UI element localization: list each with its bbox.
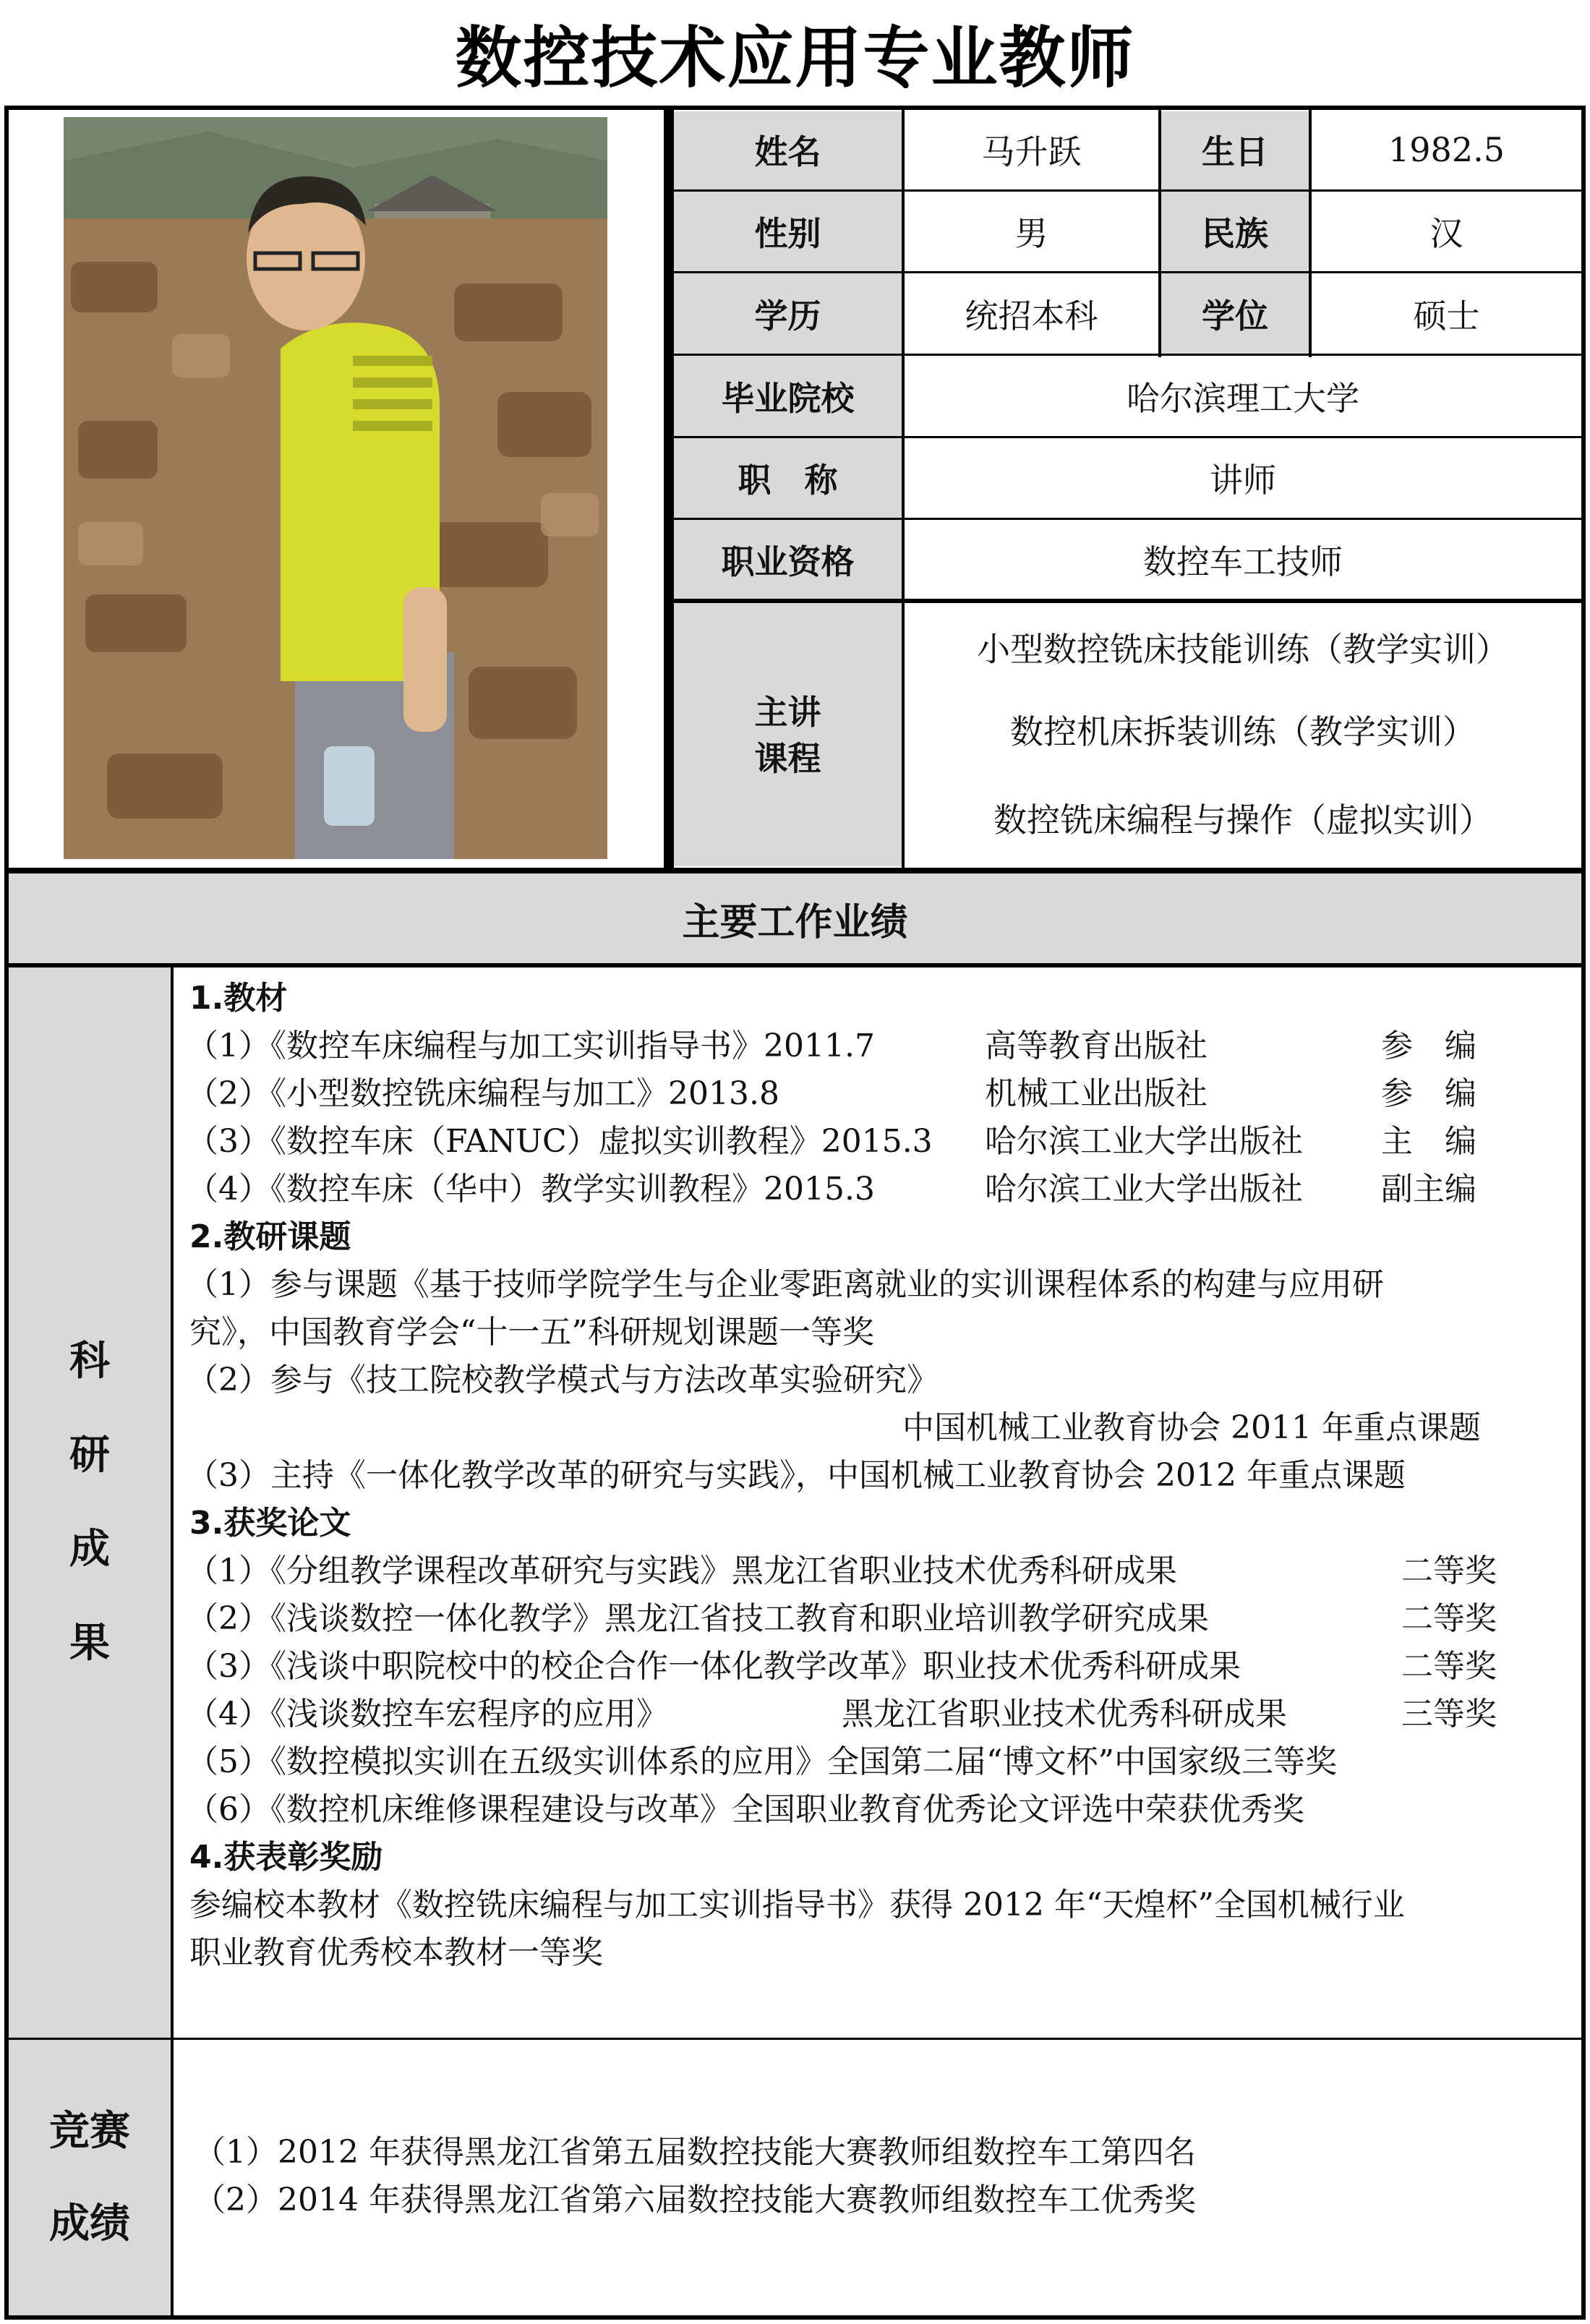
textbook-publisher: 高等教育出版社: [985, 1028, 1208, 1064]
name-value: 马升跃: [981, 132, 1082, 171]
paper-row: [187, 1547, 1575, 1595]
textbook-publisher: 哈尔滨工业大学出版社: [985, 1123, 1303, 1160]
project-text: （2）参与《技工院校教学模式与方法改革实验研究》: [187, 1362, 939, 1398]
project-text: （1）参与课题《基于技师学院学生与企业零距离就业的实训课程体系的构建与应用研: [187, 1266, 1384, 1303]
courses-label-line: 课程: [754, 739, 821, 778]
degree-value: 硕士: [1413, 296, 1480, 336]
paper-award: 二等奖: [1401, 1648, 1497, 1685]
paper-text: （3）《浅谈中职院校中的校企合作一体化教学改革》职业技术优秀科研成果: [187, 1648, 1241, 1685]
qualification-value: 数控车工技师: [1143, 542, 1343, 581]
honors-heading: 4.获表彰奖励: [189, 1839, 383, 1876]
textbook-role: 主 编: [1381, 1123, 1476, 1160]
textbook-role: 参 编: [1381, 1075, 1476, 1112]
degree-label: 学位: [1202, 296, 1268, 336]
paper-row: [187, 1786, 1575, 1834]
textbook-title: （3）《数控车床（FANUC）虚拟实训教程》2015.3: [187, 1123, 933, 1160]
competition-item: （2）2014 年获得黑龙江省第六届数控技能大赛教师组数控车工优秀奖: [194, 2182, 1196, 2218]
competition-label-line: 成绩: [49, 2200, 130, 2247]
courses-label-line: 主讲: [754, 693, 821, 732]
project-text: 究》，中国教育学会“十一五”科研规划课题一等奖: [189, 1314, 874, 1351]
ethnic-label: 民族: [1202, 214, 1268, 253]
paper-source: 黑龙江省职业技术优秀科研成果: [842, 1696, 1287, 1733]
page-title: 数控技术应用专业教师: [455, 20, 1135, 97]
birth-label: 生日: [1202, 132, 1268, 171]
paper-row: [187, 1595, 1575, 1643]
education-label: 学历: [754, 296, 821, 336]
paper-row: [187, 1691, 1575, 1738]
job-title-label: 职 称: [738, 461, 838, 500]
papers-heading: 3.获奖论文: [189, 1505, 351, 1542]
paper-text: （6）《数控机床维修课程建设与改革》全国职业教育优秀论文评选中荣获优秀奖: [187, 1791, 1304, 1828]
gender-label: 性别: [754, 214, 821, 253]
textbook-title: （2）《小型数控铣床编程与加工》2013.8: [187, 1075, 779, 1112]
course-item: 小型数控铣床技能训练（教学实训）: [977, 630, 1509, 669]
photo-divider: [664, 106, 674, 869]
textbooks-heading: 1.教材: [189, 980, 288, 1017]
projects-heading: 2.教研课题: [189, 1218, 351, 1255]
qualification-label: 职业资格: [721, 542, 855, 581]
course-item: 数控铣床编程与操作（虚拟实训）: [993, 800, 1492, 840]
grid-line: [9, 963, 1581, 967]
school-label: 毕业院校: [721, 378, 855, 418]
competition-label: [9, 2040, 171, 2315]
gender-value: 男: [1014, 214, 1048, 253]
textbook-row: [187, 1070, 1575, 1118]
honors-text: 职业教育优秀校本教材一等奖: [189, 1934, 603, 1971]
research-label-char: 果: [69, 1620, 110, 1667]
textbook-publisher: 机械工业出版社: [985, 1075, 1208, 1112]
paper-row: [187, 1643, 1575, 1691]
paper-award: 三等奖: [1401, 1696, 1497, 1733]
paper-row: [187, 1738, 1575, 1786]
grid-line: [9, 2038, 1581, 2040]
competition-label-line: 竞赛: [49, 2107, 130, 2155]
job-title-value: 讲师: [1210, 461, 1276, 500]
ethnic-value: 汉: [1429, 214, 1463, 253]
research-label-char: 研: [69, 1432, 110, 1479]
textbook-publisher: 哈尔滨工业大学出版社: [985, 1171, 1303, 1208]
research-label-char: 科: [69, 1338, 110, 1385]
paper-text: （1）《分组教学课程改革研究与实践》黑龙江省职业技术优秀科研成果: [187, 1552, 1177, 1589]
textbook-row: [187, 1022, 1575, 1070]
grid-line: [9, 868, 1581, 873]
textbook-title: （4）《数控车床（华中）教学实训教程》2015.3: [187, 1171, 875, 1208]
paper-text: （4）《浅谈数控车宏程序的应用》: [187, 1696, 668, 1733]
textbook-role: 副主编: [1381, 1171, 1476, 1208]
textbook-role: 参 编: [1381, 1028, 1476, 1064]
textbook-title: （1）《数控车床编程与加工实训指导书》2011.7: [187, 1028, 875, 1064]
competition-results: [187, 2129, 1575, 2224]
courses-label: [674, 603, 902, 868]
education-value: 统招本科: [965, 296, 1098, 336]
competition-item: （1）2012 年获得黑龙江省第五届数控技能大赛教师组数控车工第四名: [194, 2134, 1196, 2171]
paper-award: 二等奖: [1401, 1552, 1497, 1589]
paper-award: 二等奖: [1401, 1600, 1497, 1637]
paper-text: （5）《数控模拟实训在五级实训体系的应用》全国第二届“博文杯”中国家级三等奖: [187, 1743, 1337, 1780]
textbook-row: [187, 1166, 1575, 1213]
section-header: 主要工作业绩: [682, 900, 908, 944]
birth-value: 1982.5: [1388, 130, 1505, 169]
paper-text: （2）《浅谈数控一体化教学》黑龙江省技工教育和职业培训教学研究成果: [187, 1600, 1209, 1637]
project-text: （3）主持《一体化教学改革的研究与实践》，中国机械工业教育协会 2012 年重点课题: [187, 1457, 1406, 1494]
research-label-char: 成: [69, 1526, 110, 1573]
grid-line: [171, 967, 174, 2315]
teacher-photo: [64, 117, 607, 859]
project-text: 中国机械工业教育协会 2011 年重点课题: [902, 1409, 1481, 1446]
research-label: [9, 967, 171, 2038]
school-value: 哈尔滨理工大学: [1127, 378, 1359, 418]
research-achievements: [187, 975, 1575, 1977]
honors-text: 参编校本教材《数控铣床编程与加工实训指导书》获得 2012 年“天煌杯”全国机械行业: [189, 1887, 1405, 1923]
name-label: 姓名: [754, 132, 821, 171]
course-item: 数控机床拆装训练（教学实训）: [1010, 712, 1476, 751]
textbook-row: [187, 1118, 1575, 1166]
